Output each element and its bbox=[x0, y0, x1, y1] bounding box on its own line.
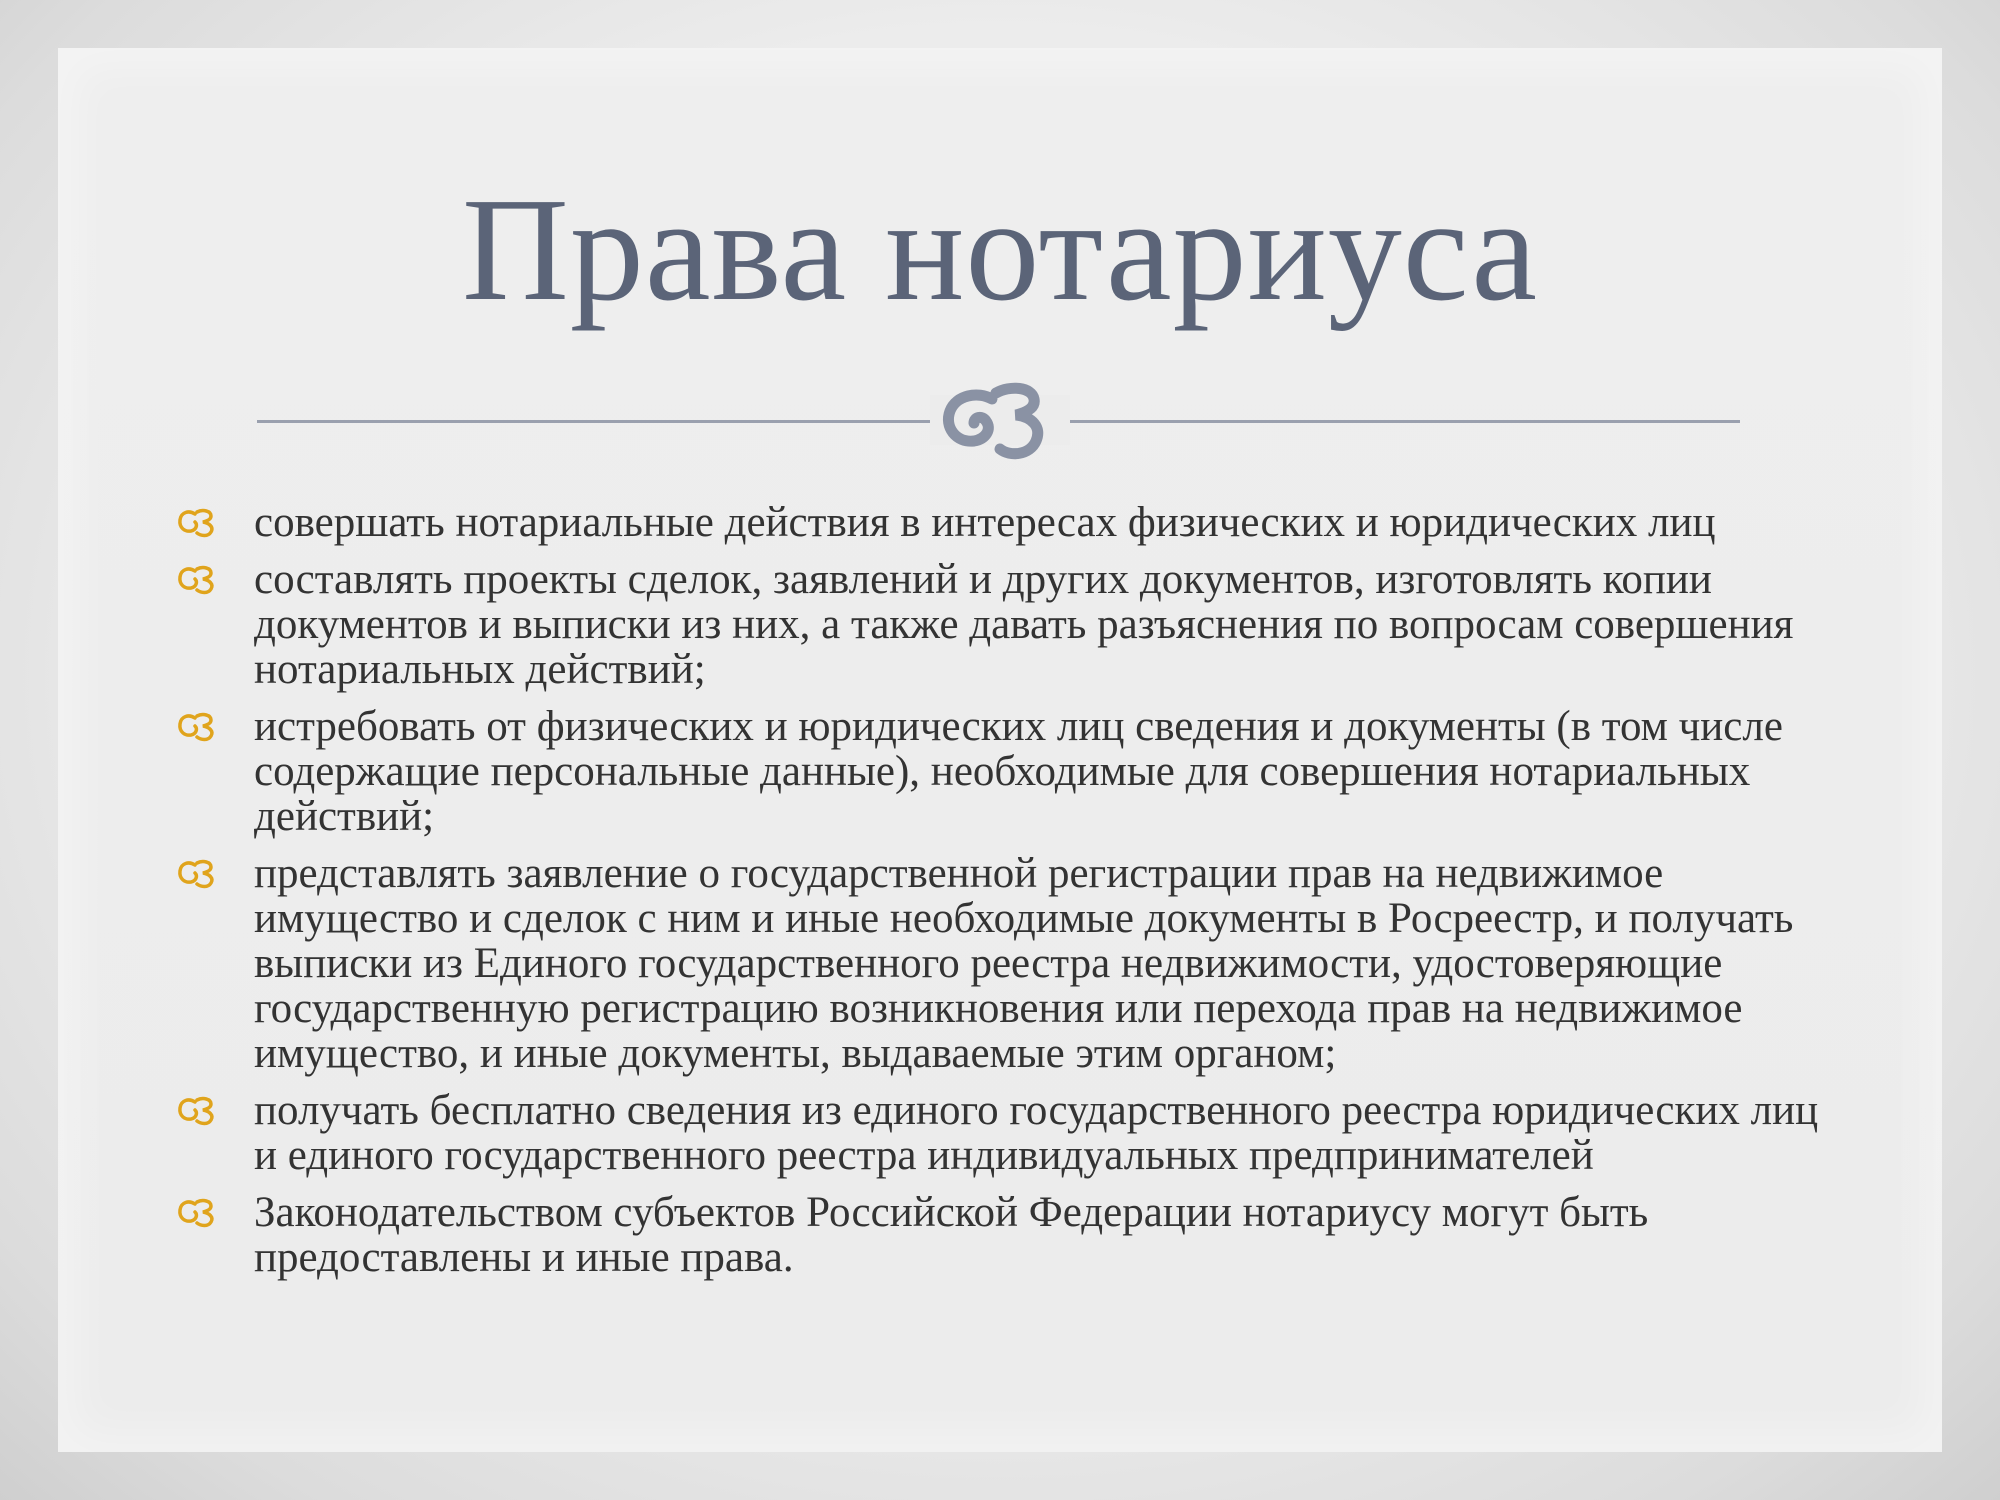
flourish-bullet-icon bbox=[175, 708, 219, 744]
flourish-bullet-icon bbox=[175, 1092, 219, 1128]
flourish-bullet-icon bbox=[175, 561, 219, 597]
list-item-text: получать бесплатно сведения из единого государственного реестра юридических лиц и единого государственного реестра индивидуальных предпринимателей bbox=[254, 1087, 1819, 1179]
list-item bbox=[175, 851, 1835, 1076]
list-item-text: совершать нотариальные действия в интересах физических и юридических лиц bbox=[254, 499, 1716, 546]
flourish-ornament-icon bbox=[930, 365, 1070, 465]
slide-title: Права нотариуса bbox=[461, 168, 1538, 332]
list-item bbox=[175, 704, 1835, 839]
list-item bbox=[175, 1190, 1835, 1280]
list-item-text: составлять проекты сделок, заявлений и других документов, изготовлять копии документов и выписки из них, а также давать разъяснения по вопросам совершения нотариальных действий; bbox=[254, 556, 1794, 693]
list-item bbox=[175, 500, 1835, 545]
list-item-text: Законодательством субъектов Российской Федерации нотариусу могут быть предоставлены и иные права. bbox=[254, 1189, 1649, 1281]
flourish-bullet-icon bbox=[175, 855, 219, 891]
list-item-text: представлять заявление о государственной регистрации прав на недвижимое имущество и сделок с ним и иные необходимые документы в Росреестр, и получать выписки из Единого государственного реестра недвижимости, удостоверяющие государственную регистрацию возникновения или перехода прав на недвижимое имущество, и иные документы, выдаваемые этим органом; bbox=[254, 850, 1794, 1077]
rights-list bbox=[175, 500, 1835, 1292]
list-item bbox=[175, 1088, 1835, 1178]
flourish-bullet-icon bbox=[175, 504, 219, 540]
list-item-text: истребовать от физических и юридических лиц сведения и документы (в том числе содержащие персональные данные), необходимые для совершения нотариальных действий; bbox=[254, 703, 1783, 840]
flourish-bullet-icon bbox=[175, 1194, 219, 1230]
list-item bbox=[175, 557, 1835, 692]
